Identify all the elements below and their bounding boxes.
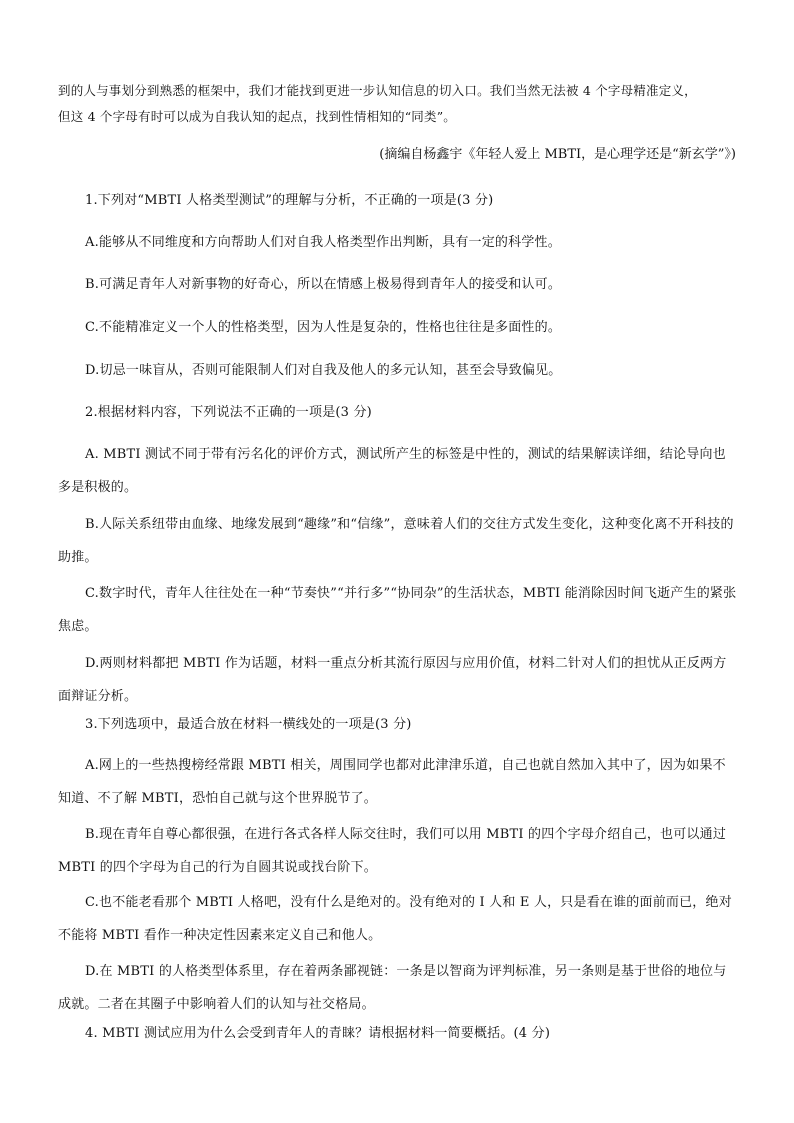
question-4-stem: 4. MBTI 测试应用为什么会受到青年人的青睐？请根据材料一简要概括。(4 分) (85, 1026, 551, 1041)
question-3-option-a: A.网上的一些热搜榜经常跟 MBTI 相关，周围同学也都对此津津乐道，自己也就自然加入其中了，因为如果不知道、不了解 MBTI，恐怕自己就与这个世界脱节了。 (58, 758, 726, 806)
question-2-option-b: B.人际关系纽带由血缘、地缘发展到“趣缘”和“信缘”，意味着人们的交往方式发生变化，这种变化离不开科技的助推。 (58, 517, 734, 565)
question-1-option-a: A.能够从不同维度和方向帮助人们对自我人格类型作出判断，具有一定的科学性。 (85, 235, 561, 250)
question-1-option-b: B.可满足青年人对新事物的好奇心，所以在情感上极易得到青年人的接受和认可。 (85, 277, 562, 292)
question-1-stem: 1.下列对“MBTI 人格类型测试”的理解与分析，不正确的一项是(3 分) (85, 193, 494, 208)
question-3-option-c: C.也不能老看那个 MBTI 人格吧，没有什么是绝对的。没有绝对的 I 人和 E 人，只是看在谁的面前而已，绝对不能将 MBTI 看作一种决定性因素来定义自己和他人。 (58, 895, 732, 943)
intro-line-1: 到的人与事划分到熟悉的框架中，我们才能找到更进一步认知信息的切入口。我们当然无法被 4 个字母精准定义， (58, 83, 697, 98)
question-3-option-d: D.在 MBTI 的人格类型体系里，存在着两条鄙视链：一条是以智商为评判标准，另一条则是基于世俗的地位与成就。二者在其圈子中影响着人们的认知与社交格局。 (58, 964, 727, 1012)
question-2-stem: 2.根据材料内容，下列说法不正确的一项是(3 分) (85, 405, 372, 420)
question-2-option-c: C.数字时代，青年人往往处在一种“节奏快”“并行多”“协同杂”的生活状态，MBTI 能消除因时间飞逝产生的紧张焦虑。 (58, 586, 737, 634)
question-3-option-b: B.现在青年自尊心都很强，在进行各式各样人际交往时，我们可以用 MBTI 的四个字母介绍自己，也可以通过 MBTI 的四个字母为自己的行为自圆其说或找台阶下。 (58, 827, 727, 875)
intro-line-2: 但这 4 个字母有时可以成为自我认知的起点，找到性情相知的“同类”。 (58, 109, 456, 124)
source-citation: (摘编自杨鑫宇《年轻人爱上 MBTI，是心理学还是“新玄学”》) (379, 147, 736, 162)
question-3-stem: 3.下列选项中，最适合放在材料一横线处的一项是(3 分) (85, 717, 412, 732)
question-2-option-a: A. MBTI 测试不同于带有污名化的评价方式，测试所产生的标签是中性的，测试的结果解读详细，结论导向也多是积极的。 (58, 447, 726, 495)
question-2-option-d: D.两则材料都把 MBTI 作为话题，材料一重点分析其流行原因与应用价值，材料二针对人们的担忧从正反两方面辩证分析。 (58, 656, 727, 704)
question-1-option-d: D.切忌一味盲从，否则可能限制人们对自我及他人的多元认知，甚至会导致偏见。 (85, 363, 562, 378)
question-1-option-c: C.不能精准定义一个人的性格类型，因为人性是复杂的，性格也往往是多面性的。 (85, 320, 562, 335)
